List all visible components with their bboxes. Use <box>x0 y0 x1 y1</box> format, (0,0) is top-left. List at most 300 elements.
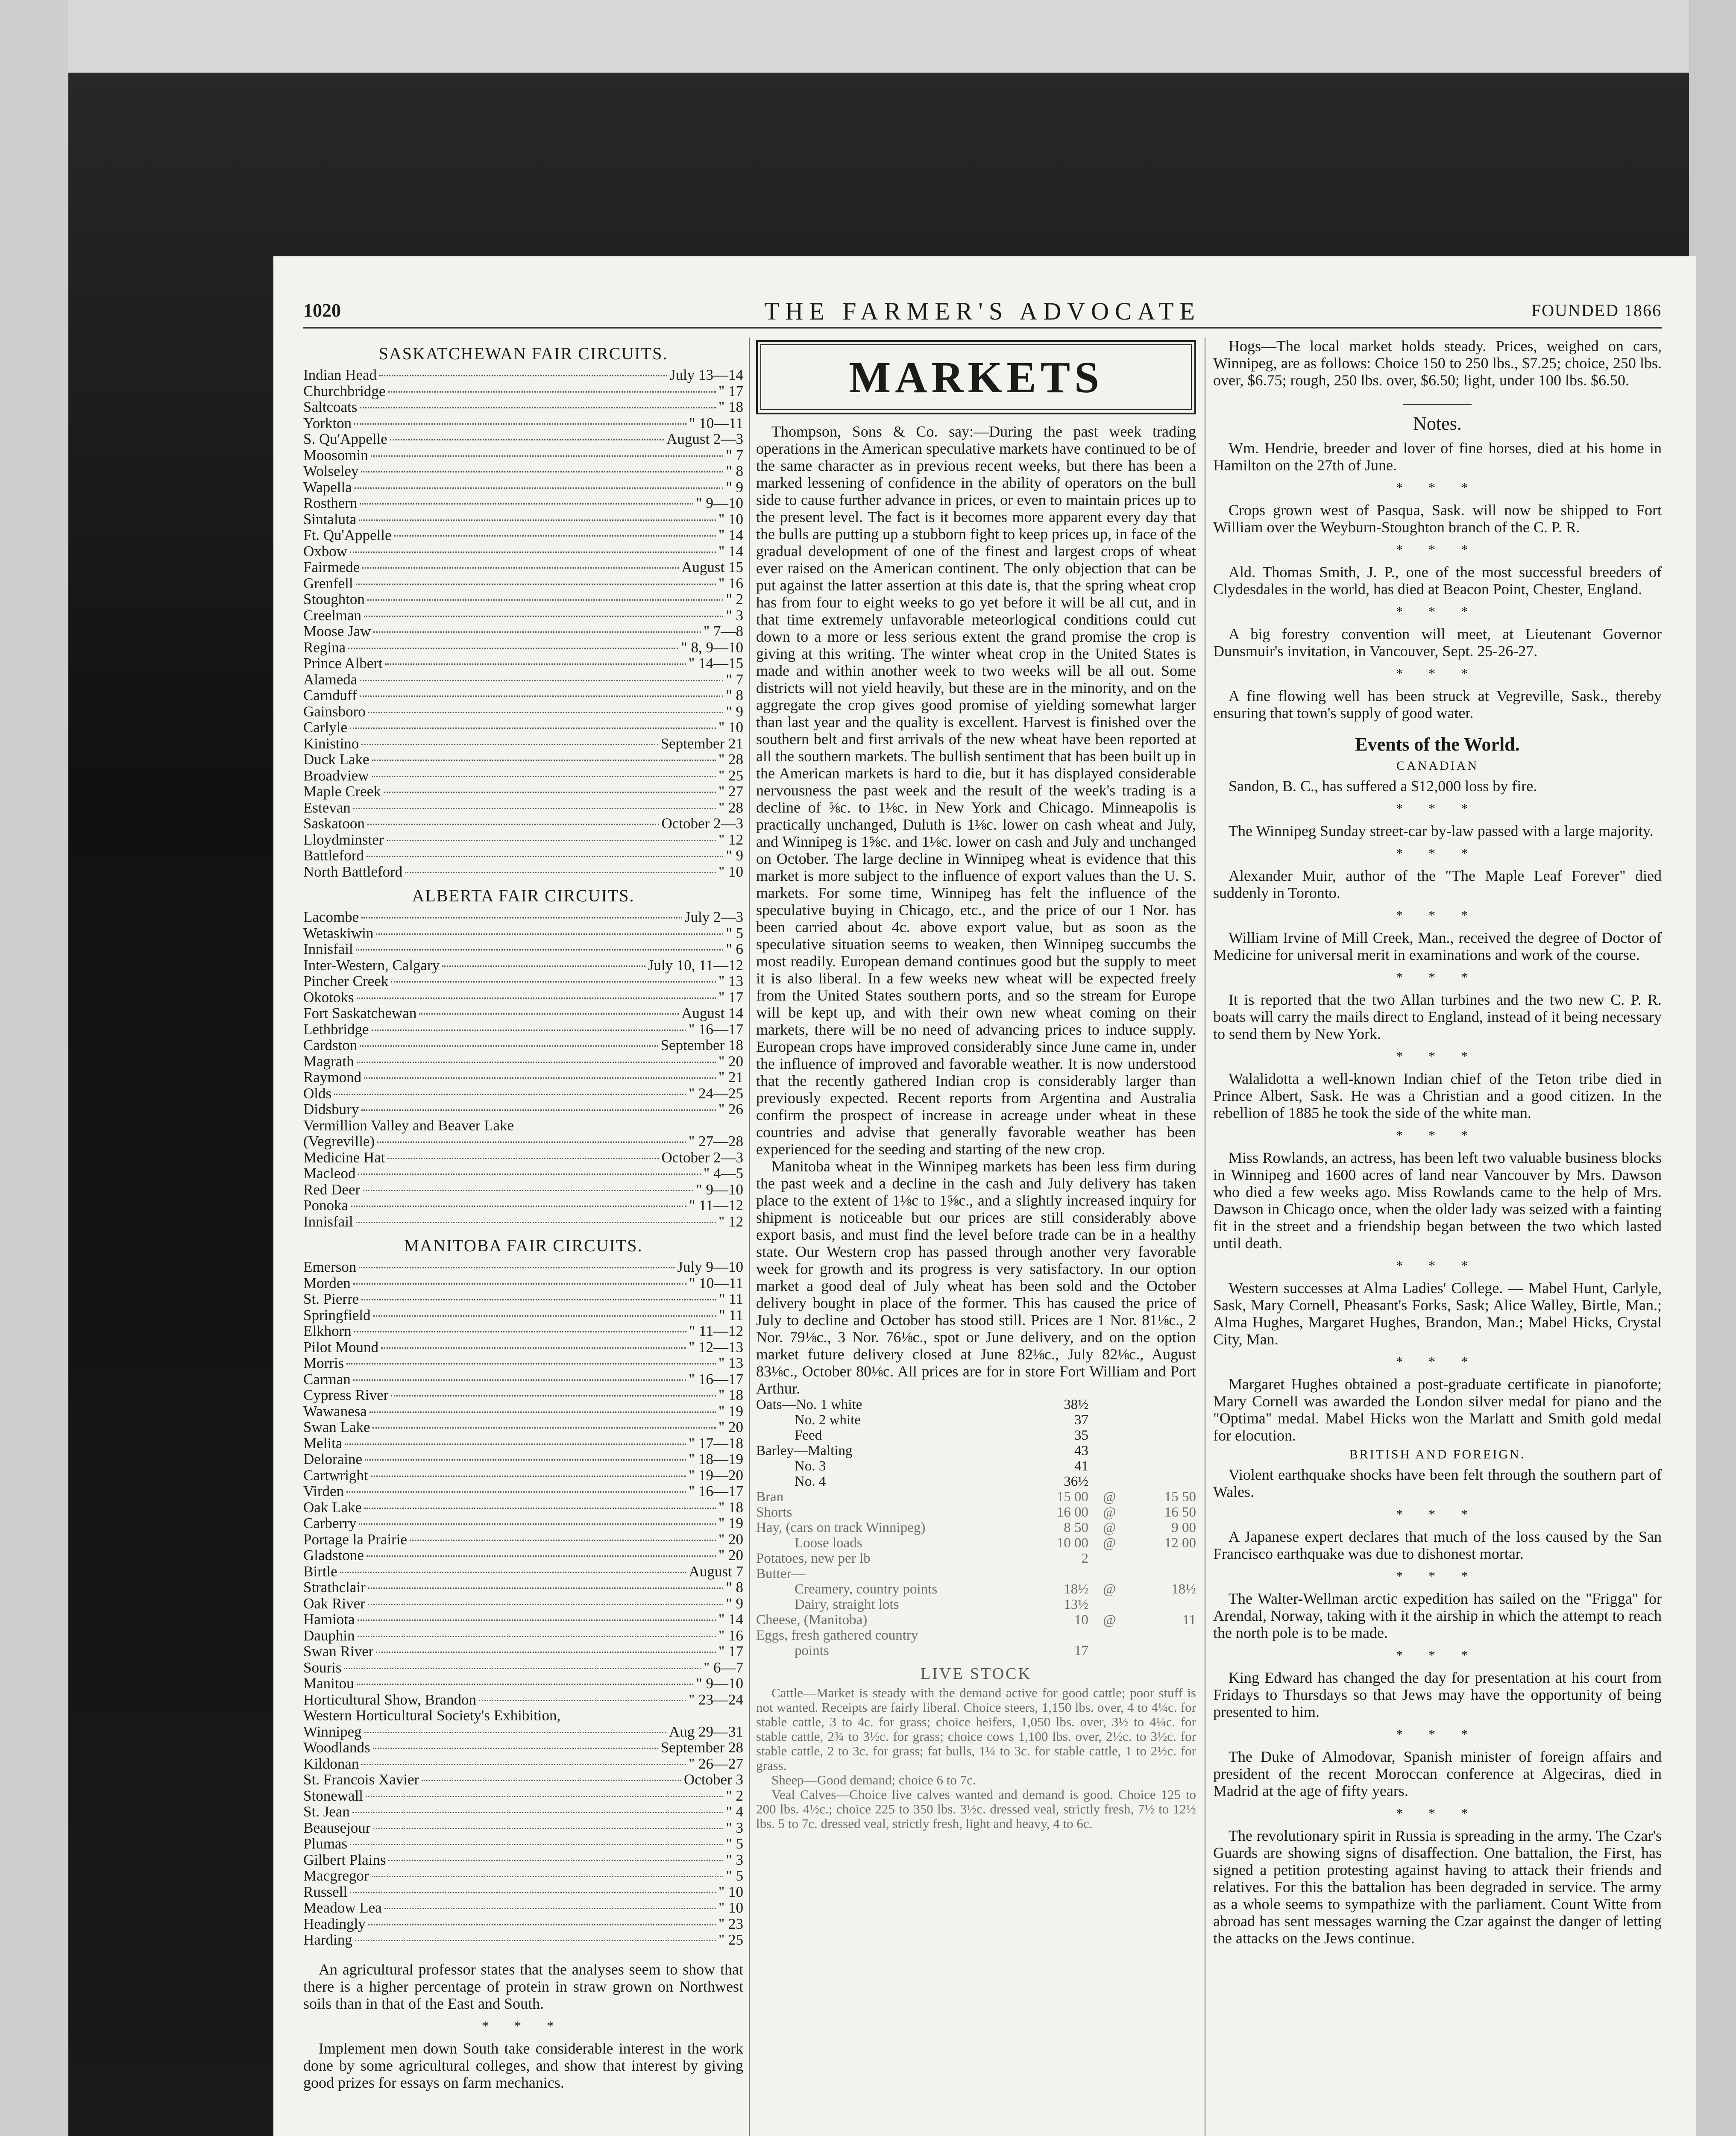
fair-date: " 12—13 <box>688 1338 743 1356</box>
fair-date: " 10—11 <box>689 1274 743 1291</box>
fair-name: Ft. Qu'Appelle <box>303 527 392 543</box>
price-at <box>1088 1428 1131 1443</box>
fair-row <box>303 399 743 415</box>
price-value-high: 12 00 <box>1164 1535 1196 1551</box>
fair-name: Cardston <box>303 1037 358 1053</box>
fair-row <box>303 1579 743 1596</box>
fair-row <box>303 1900 743 1916</box>
fair-name: Pincher Creek <box>303 973 389 989</box>
fair-name: Innisfail <box>303 1213 353 1230</box>
price-label: Feed <box>795 1428 822 1443</box>
price-value: 35 <box>1074 1428 1088 1443</box>
fair-date: " 6 <box>726 941 743 957</box>
british-news-item: The Duke of Almodovar, Spanish minister of foreign affairs and president of the recent Moroccan conference at Algeciras, died in Madrid at the age of fifty years. <box>1213 1748 1662 1799</box>
fair-date: " 18—19 <box>688 1451 743 1467</box>
notes-heading: Notes. <box>1413 413 1462 434</box>
british-news-item: A Japanese expert declares that much of the loss caused by the San Francisco earthquake was due to dishonest mortar. <box>1213 1528 1662 1562</box>
leader-dots <box>391 1395 716 1397</box>
fair-date: " 6—7 <box>703 1659 743 1676</box>
right-column <box>1213 337 1662 1947</box>
fair-date: " 25 <box>718 1931 743 1948</box>
fair-name: Oxbow <box>303 543 348 560</box>
price-row <box>756 1643 1196 1658</box>
price-at <box>1088 1412 1131 1428</box>
price-at <box>1088 1643 1131 1658</box>
fair-date: " 10 <box>718 1883 743 1900</box>
fair-date: " 23 <box>718 1915 743 1932</box>
price-value: 18½ <box>1064 1581 1088 1597</box>
fair-row <box>303 655 743 672</box>
fair-date: " 4 <box>726 1803 743 1820</box>
canadian-news-item: Alexander Muir, author of the "The Maple Leaf Forever" died suddenly in Toronto. <box>1213 867 1662 901</box>
fair-row <box>303 1643 743 1660</box>
fair-name: Ponoka <box>303 1197 348 1214</box>
fair-row <box>303 1307 743 1323</box>
leader-dots <box>360 1045 658 1047</box>
fair-row <box>303 1118 743 1134</box>
fair-row <box>303 1804 743 1820</box>
canadian-news-item: Sandon, B. C., has suffered a $12,000 loss by fire. <box>1229 778 1537 795</box>
hogs-report: Hogs—The local market holds steady. Prices, weighed on cars, Winnipeg, are as follows: Choice 150 to 250 lbs., $7.25; choice, 250 lbs. over, $6.75; rough, 250 lbs. over, $6.50; light, under 100 lbs. $6.50. <box>1213 337 1662 389</box>
fair-date: July 10, 11—12 <box>648 957 743 974</box>
fair-date: " 16—17 <box>688 1483 743 1499</box>
section-stars: * * * <box>1396 1805 1479 1821</box>
fair-row <box>303 1852 743 1868</box>
fair-date: " 21 <box>718 1069 743 1086</box>
leader-dots <box>334 1094 686 1095</box>
fair-name: Macgregor <box>303 1867 369 1884</box>
fair-row <box>303 1403 743 1420</box>
implement-paragraph: Implement men down South take considerable interest in the work done by some agricultural colleges, and show that interest by giving good prizes for essays on farm mechanics. <box>303 2039 743 2091</box>
fair-row <box>303 1323 743 1339</box>
fair-row <box>303 1596 743 1612</box>
fair-name: Wetaskiwin <box>303 924 374 942</box>
fair-date: " 4—5 <box>703 1165 743 1182</box>
leader-dots <box>357 1062 716 1063</box>
leader-dots <box>391 981 716 983</box>
price-value <box>1028 1566 1088 1581</box>
fair-name: North Battleford <box>303 863 403 880</box>
fair-row <box>303 1547 743 1564</box>
fair-name: Sintaluta <box>303 511 357 528</box>
fair-name: Yorkton <box>303 414 352 431</box>
fair-row <box>303 1133 743 1150</box>
fair-date: " 7—8 <box>703 623 743 640</box>
fair-date: " 5 <box>726 1867 743 1884</box>
markets-banner-title: MARKETS <box>760 344 1192 410</box>
leader-dots <box>361 471 723 472</box>
fair-row <box>303 1932 743 1948</box>
fair-name: Gainsboro <box>303 703 366 720</box>
leader-dots <box>360 680 723 681</box>
price-row <box>756 1397 1196 1412</box>
fair-row <box>303 1740 743 1756</box>
manitoba-heading: MANITOBA FAIR CIRCUITS. <box>404 1236 643 1255</box>
fair-row <box>303 1628 743 1644</box>
fair-date: September 28 <box>660 1739 743 1756</box>
fair-date: August 15 <box>681 559 743 575</box>
canadian-news-item: The Winnipeg Sunday street-car by-law passed with a large majority. <box>1229 822 1654 839</box>
leader-dots <box>367 599 724 601</box>
price-at: @ <box>1103 1505 1116 1520</box>
notes-list <box>1213 440 1662 722</box>
price-value: 10 00 <box>1056 1535 1088 1551</box>
fair-row <box>303 1772 743 1788</box>
fair-date: " 11—12 <box>689 1197 743 1214</box>
fair-name: Kinistino <box>303 735 359 752</box>
price-at: @ <box>1103 1535 1116 1551</box>
price-row <box>756 1535 1196 1551</box>
fair-name: St. Francois Xavier <box>303 1771 419 1788</box>
british-news-item: King Edward has changed the day for presentation at his court from Fridays to Thursdays so that Jews may have the opportunity of being presented to him. <box>1213 1669 1662 1720</box>
fair-name: Virden <box>303 1483 344 1499</box>
fair-date: " 9—10 <box>696 1675 743 1692</box>
price-value: 37 <box>1074 1412 1088 1428</box>
fair-name: Hamiota <box>303 1611 355 1628</box>
leader-dots <box>387 1158 659 1159</box>
leader-dots <box>384 792 716 793</box>
fair-date: " 11 <box>719 1291 743 1307</box>
price-label: No. 2 white <box>795 1412 861 1428</box>
leader-dots <box>422 1780 681 1781</box>
veal-report: Veal Calves—Choice live calves wanted and demand is good. Choice 125 to 200 lbs. 4½c.; choice 225 to 350 lbs. 3½c. dressed veal, strictly fresh, 7½ to 12½ lbs. 5 to 7c. dressed veal, strictly fresh, light and heavy, 4 to 6c. <box>756 1787 1196 1831</box>
fair-date: " 26 <box>718 1101 743 1118</box>
fair-row <box>303 1660 743 1676</box>
fair-row <box>303 1788 743 1804</box>
price-value: 38½ <box>1064 1397 1088 1412</box>
fair-row <box>303 1451 743 1467</box>
fair-name: Cypress River <box>303 1387 389 1403</box>
price-row <box>756 1489 1196 1505</box>
fair-row <box>303 463 743 479</box>
fair-date: " 9 <box>726 703 743 720</box>
price-label: Oats—No. 1 white <box>756 1397 862 1412</box>
note-item: Crops grown west of Pasqua, Sask. will now be shipped to Fort William over the Weyburn-Stoughton branch of the C. P. R. <box>1213 502 1662 536</box>
fair-row <box>303 1371 743 1388</box>
fair-name: Rosthern <box>303 495 358 511</box>
price-value-high <box>1131 1428 1196 1443</box>
fair-name: Maple Creek <box>303 783 381 800</box>
fair-name: Portage la Prairie <box>303 1531 407 1548</box>
leader-dots <box>360 407 716 408</box>
fair-row <box>303 816 743 832</box>
leader-dots <box>359 1267 674 1268</box>
leader-dots <box>364 616 723 617</box>
fair-row <box>303 925 743 942</box>
fair-row <box>303 383 743 399</box>
price-row <box>756 1428 1196 1443</box>
fair-row <box>303 1868 743 1884</box>
fair-date: " 11—12 <box>689 1323 743 1339</box>
fair-name: Gladstone <box>303 1547 364 1564</box>
fair-date: " 12 <box>718 1213 743 1230</box>
fair-date: July 2—3 <box>684 909 743 925</box>
leader-dots <box>350 1844 723 1845</box>
fair-row <box>303 1214 743 1230</box>
fair-row <box>303 1086 743 1102</box>
fair-name: Grenfell <box>303 575 353 592</box>
fair-row <box>303 1675 743 1692</box>
leader-dots <box>368 1587 724 1589</box>
fair-name: Cartwright <box>303 1467 368 1484</box>
fair-row <box>303 1182 743 1198</box>
price-value-high: 18½ <box>1171 1581 1196 1597</box>
price-value-high: 11 <box>1182 1612 1196 1628</box>
fair-date: " 9—10 <box>696 1181 743 1198</box>
fair-date: October 3 <box>684 1771 743 1788</box>
fair-name: Vermillion Valley and Beaver Lake <box>303 1117 514 1134</box>
fair-row <box>303 1387 743 1403</box>
price-row <box>756 1412 1196 1428</box>
price-at <box>1088 1551 1131 1566</box>
canadian-news-list <box>1213 778 1662 1444</box>
fair-row <box>303 591 743 607</box>
leader-dots <box>367 824 659 825</box>
fair-date: " 8 <box>726 463 743 479</box>
price-value: 17 <box>1074 1643 1088 1658</box>
fair-row <box>303 1355 743 1371</box>
founded-year: FOUNDED 1866 <box>1531 301 1662 320</box>
leader-dots <box>376 933 723 935</box>
price-row <box>756 1551 1196 1566</box>
fair-name: Carman <box>303 1370 351 1388</box>
fair-name: Wawanesa <box>303 1402 367 1420</box>
fair-name: Melita <box>303 1435 343 1452</box>
fair-date: " 14 <box>718 543 743 560</box>
leader-dots <box>358 1174 701 1175</box>
canadian-news-item: It is reported that the two Allan turbines and the two new C. P. R. boats will carry the mails direct to England, instead of it being necessary to send them by New York. <box>1213 991 1662 1042</box>
fair-row <box>303 1692 743 1708</box>
saskatchewan-heading: SASKATCHEWAN FAIR CIRCUITS. <box>378 344 668 363</box>
alberta-fair-list <box>303 909 743 1229</box>
leader-dots <box>353 1283 686 1285</box>
fair-row <box>303 864 743 880</box>
fair-date: August 2—3 <box>666 431 743 447</box>
leader-dots <box>356 584 716 585</box>
section-stars: * * * <box>1396 1354 1479 1369</box>
fair-date: " 3 <box>726 1851 743 1868</box>
fair-name: Swan River <box>303 1643 374 1660</box>
price-value: 16 00 <box>1056 1505 1088 1520</box>
leader-dots <box>346 1491 686 1493</box>
fair-name: Wolseley <box>303 463 359 479</box>
fair-row <box>303 1756 743 1772</box>
note-item: A big forestry convention will meet, at Lieutenant Governor Dunsmuir's invitation, in Vancouver, Sept. 25-26-27. <box>1213 625 1662 660</box>
canadian-news-item: Margaret Hughes obtained a post-graduate certificate in pianoforte; Mary Cornell was awarded the London silver medal for piano and the "Optima" medal. Mabel Hicks won the Marlatt and Smith gold medal for elocution. <box>1213 1376 1662 1444</box>
fair-date: " 10 <box>718 511 743 528</box>
fair-date: " 9—10 <box>696 495 743 511</box>
fair-date: " 25 <box>718 767 743 784</box>
leader-dots <box>362 567 679 569</box>
price-value: 2 <box>1081 1551 1088 1566</box>
leader-dots <box>419 1013 679 1015</box>
fair-row <box>303 1419 743 1435</box>
fair-row <box>303 800 743 816</box>
leader-dots <box>377 1141 686 1143</box>
british-news-item: The Walter-Wellman arctic expedition has sailed on the "Frigga" for Arendal, Norway, taking with it the airship in which the attempt to reach the north pole is to be made. <box>1213 1590 1662 1641</box>
fair-date: " 28 <box>718 751 743 768</box>
fair-date: " 8 <box>726 1579 743 1596</box>
markets-report: Thompson, Sons & Co. say:—During the past week trading operations in the American speculative markets have continued to be of the same character as in previous recent weeks, but there has been a marked lessening of confidence in the ability of operators on the bull side to cause further advance in prices, or even to maintain prices up to the present level. The fact is it becomes more apparent every day that the bulls are putting up a stubborn fight to keep prices up, in face of the gradual development of one of the finest and largest crops of wheat ever raised on the American continent. The only objection that can be put against the latter assertion at this date is, that the spring wheat crop has from four to eight weeks to go yet before it will be all cut, and in that time extremely unfavorable meteorlogical conditions could cut down to a more or less serious extent the grand promise the crop is giving at this writing. The winter wheat crop in the United States is made and within another week to two weeks will be all out. Some districts will not yield heavily, but these are in the minority, and on the aggregate the crop gives good promise of yielding somewhat larger than last year and the quality is excellent. Harvest is finished over the southern belt and first arrivals of the new wheat have been reported at all the southern markets. The bullish sentiment that has been built up in the American markets is hard to die, but it has displayed considerable nervousness the past week and the result of the week's trading is a decline of ⅝c. to 1⅛c. in New York and Chicago. Minneapolis is practically unchanged, Duluth is 1⅛c. lower on cash wheat and July, and Winnipeg is 1⅝c. and 1⅛c. lower on cash and July and unchanged on October. The large decline in Winnipeg wheat is evidence that this market is more subject to the influence of export values than the U. S. markets. For some time, Winnipeg has felt the influence of the speculative buying in Chicago, etc., and the price of our 1 Nor. has been carried about 4c. above export value, but as soon as the speculative situation seems to weaken, then Winnipeg succumbs the most readily. European demand continues good but the supply to meet it is also liberal. In a few weeks new wheat will be expected freely from the United States southern ports, and so the stream for Europe will be kept up, and with their own new wheat coming on their markets, there will be no need of advancing prices to induce supply. European crops have improved considerably since June came in, under the influence of improved and favorable weather. It is now understood that the recently gathered Indian crop is considerably larger than previously expected. Recent reports from Argentina and Australia confirm the prospect of increase in acreage under wheat in these countries and advise that generally favorable weather has been experienced for the seeding and starting of the new crop. <box>756 423 1196 1158</box>
leader-dots <box>394 535 716 537</box>
fair-row <box>303 783 743 800</box>
fair-row <box>303 1564 743 1580</box>
section-stars: * * * <box>482 2018 565 2033</box>
leader-dots <box>372 776 716 777</box>
fair-date: " 17—18 <box>688 1435 743 1452</box>
fair-row <box>303 751 743 768</box>
fair-name: Emerson <box>303 1259 357 1275</box>
fair-row <box>303 1611 743 1628</box>
leader-dots <box>387 840 716 841</box>
price-label: Hay, (cars on track Winnipeg) <box>756 1520 926 1535</box>
price-at <box>1088 1474 1131 1489</box>
price-at <box>1088 1397 1131 1412</box>
section-stars: * * * <box>1396 542 1479 557</box>
fair-row <box>303 1259 743 1275</box>
running-head <box>303 297 1662 329</box>
fair-date: " 8, 9—10 <box>681 639 743 656</box>
fair-row <box>303 704 743 720</box>
divider <box>1403 404 1472 405</box>
fair-name: St. Pierre <box>303 1291 359 1307</box>
fair-name: Medicine Hat <box>303 1149 385 1166</box>
section-stars: * * * <box>1396 969 1479 985</box>
fair-row <box>303 1483 743 1499</box>
fair-row <box>303 431 743 447</box>
price-row <box>756 1474 1196 1489</box>
price-value-high <box>1131 1566 1196 1581</box>
fair-name: Meadow Lea <box>303 1899 382 1916</box>
section-stars: * * * <box>1396 801 1479 816</box>
fair-date: " 17 <box>718 989 743 1006</box>
price-value-high <box>1131 1597 1196 1612</box>
fair-date: " 5 <box>726 1835 743 1852</box>
fair-date: " 3 <box>726 607 743 624</box>
leader-dots <box>368 712 724 713</box>
section-stars: * * * <box>1396 1258 1479 1273</box>
fair-date: " 16 <box>718 575 743 592</box>
canadian-news-item: Western successes at Alma Ladies' College. — Mabel Hunt, Carlyle, Sask, Mary Cornell, Pheasant's Forks, Sask; Alice Walley, Birtle, Man.; Alma Hughes, Margaret Hughes, Brandon, Man.; Mabel Hicks, Crystal City, Man. <box>1213 1279 1662 1348</box>
price-at <box>1088 1566 1131 1581</box>
fair-date: " 13 <box>718 1355 743 1371</box>
price-value: 10 <box>1074 1612 1088 1628</box>
saskatchewan-fair-list <box>303 367 743 880</box>
fair-date: " 27 <box>718 783 743 800</box>
leader-dots <box>381 1347 686 1349</box>
live-stock-heading: LIVE STOCK <box>921 1665 1032 1683</box>
fair-name: Raymond <box>303 1069 362 1086</box>
fair-row <box>303 447 743 464</box>
fair-date: " 20 <box>718 1053 743 1070</box>
price-value-high <box>1131 1412 1196 1428</box>
leader-dots <box>346 1363 716 1364</box>
leader-dots <box>388 1860 723 1861</box>
fair-row <box>303 1884 743 1900</box>
price-label: Barley—Malting <box>756 1443 853 1458</box>
cattle-report: Cattle—Market is steady with the demand active for good cattle; poor stuff is not wanted. Receipts are fairly liberal. Choice steers, 1,150 lbs. over, 4 to 4¼c. for stable cattle, 3 to 4c. for grass; choice heifers, 1,050 lbs. over, 3½ to 4¼c. for stable cattle, 2¾ to 3½c. for grass; choice cows 1,100 lbs. over, 2½c. to 3½c. for stable cattle, 2 to 3c. for grass; fat bulls, 1¼ to 3c. for stable cattle, 1 to 2½c. for grass. <box>756 1685 1196 1773</box>
fair-row <box>303 1101 743 1118</box>
fair-row <box>303 1708 743 1724</box>
fair-name: Springfield <box>303 1306 371 1323</box>
price-value-high <box>1131 1643 1196 1658</box>
fair-row <box>303 1339 743 1356</box>
newspaper-page <box>273 256 1696 2136</box>
fair-name: Inter-Western, Calgary <box>303 957 440 974</box>
price-value-high: 16 50 <box>1164 1505 1196 1520</box>
price-value: 41 <box>1074 1458 1088 1474</box>
price-value: 13½ <box>1064 1597 1088 1612</box>
leader-dots <box>345 1444 686 1445</box>
fair-name: Swan Lake <box>303 1419 370 1435</box>
fair-name: Russell <box>303 1883 348 1900</box>
fair-row <box>303 1532 743 1548</box>
fair-row <box>303 1724 743 1740</box>
price-at <box>1088 1443 1131 1458</box>
fair-name: Fairmede <box>303 559 360 575</box>
fair-name: Winnipeg <box>303 1723 362 1740</box>
price-label: Potatoes, new per lb <box>756 1551 871 1566</box>
note-item: A fine flowing well has been struck at Vegreville, Sask., thereby ensuring that town's supply of good water. <box>1213 687 1662 722</box>
fair-row <box>303 768 743 784</box>
leader-dots <box>365 1459 686 1461</box>
fair-row <box>303 1291 743 1307</box>
leader-dots <box>361 1109 716 1111</box>
fair-date: " 17 <box>718 382 743 399</box>
leader-dots <box>373 1748 658 1749</box>
leader-dots <box>371 1476 686 1477</box>
leader-dots <box>379 375 667 376</box>
note-item: Wm. Hendrie, breeder and lover of fine horses, died at his home in Hamilton on the 27th of June. <box>1213 440 1662 474</box>
fair-date: " 19 <box>718 1402 743 1420</box>
fair-row <box>303 1836 743 1852</box>
leader-dots <box>356 1222 716 1223</box>
fair-row <box>303 1165 743 1182</box>
price-at: @ <box>1103 1489 1116 1505</box>
fair-row <box>303 479 743 496</box>
fair-date: " 28 <box>718 799 743 816</box>
leader-dots <box>364 1077 716 1079</box>
price-value <box>1028 1628 1088 1643</box>
fair-row <box>303 909 743 925</box>
fair-date: " 7 <box>726 671 743 688</box>
fair-row <box>303 1037 743 1053</box>
price-label: Bran <box>756 1489 784 1505</box>
british-news-item: Violent earthquake shocks have been felt through the southern part of Wales. <box>1213 1466 1662 1500</box>
leader-dots <box>340 1572 686 1573</box>
price-row <box>756 1597 1196 1612</box>
leader-dots <box>354 423 686 425</box>
leader-dots <box>405 872 716 873</box>
left-column <box>303 337 743 2091</box>
fair-name: Souris <box>303 1659 342 1676</box>
leader-dots <box>366 1796 723 1797</box>
fair-name: Indian Head <box>303 367 377 383</box>
fair-name: Deloraine <box>303 1451 362 1467</box>
fair-row <box>303 1197 743 1214</box>
fair-date: " 2 <box>726 1787 743 1804</box>
fair-date: " 18 <box>718 399 743 415</box>
fair-name: Headingly <box>303 1915 366 1932</box>
fair-date: " 12 <box>718 831 743 848</box>
leader-dots <box>359 519 716 521</box>
price-at: @ <box>1103 1520 1116 1535</box>
fair-date: " 10 <box>718 1899 743 1916</box>
leader-dots <box>361 1299 716 1300</box>
leader-dots <box>360 503 693 505</box>
british-foreign-heading: BRITISH AND FOREIGN. <box>1349 1447 1526 1461</box>
section-stars: * * * <box>1396 480 1479 495</box>
